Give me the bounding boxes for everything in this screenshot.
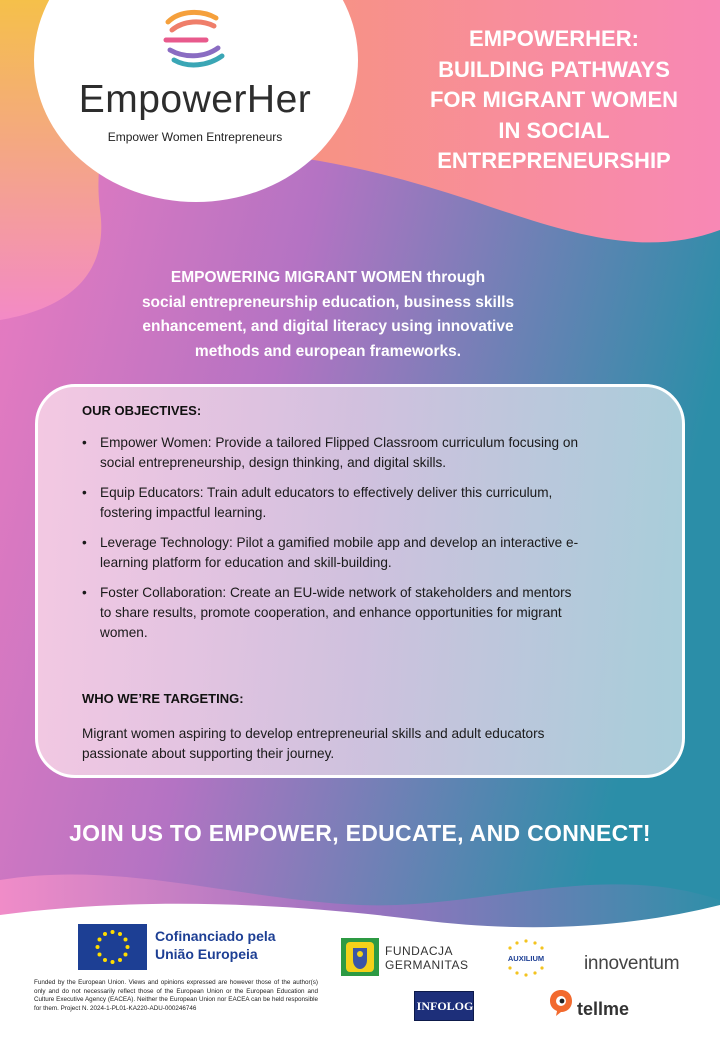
title-line: EMPOWERHER: <box>469 26 639 51</box>
tellme-logo: tellme <box>577 999 630 1019</box>
germanitas-logo <box>385 944 468 972</box>
call-to-action: JOIN US TO EMPOWER, EDUCATE, AND CONNECT! <box>69 820 651 846</box>
objective-item <box>82 583 672 643</box>
intro-statement <box>100 266 556 364</box>
empowerher-logo <box>36 0 354 160</box>
objective-item <box>82 533 672 573</box>
intro-line: EMPOWERING MIGRANT WOMEN through <box>170 269 486 286</box>
infolog-wordmark: INFOLOG <box>416 999 474 1013</box>
empowerher-emblem-icon <box>158 8 232 74</box>
germanitas-line: GERMANITAS <box>385 958 469 972</box>
germanitas-logo-icon <box>341 938 379 976</box>
bullet-icon: • <box>82 535 87 550</box>
objectives-list <box>82 433 672 653</box>
innoventum-logo: innoventum <box>584 953 680 974</box>
auxilium-logo: AUXILIUM <box>507 954 545 963</box>
title-line: IN SOCIAL <box>498 117 610 143</box>
logo-tagline: Empower Women Entrepreneurs <box>107 130 283 144</box>
title-line: ENTREPRENEURSHIP <box>437 148 671 173</box>
eu-funding-label <box>155 927 276 963</box>
info-card <box>35 384 685 778</box>
targeting-line: passionate about supporting their journey. <box>82 746 335 761</box>
objective-line: women. <box>100 625 148 640</box>
targeting-heading: WHO WE’RE TARGETING: <box>82 691 244 706</box>
targeting-line: Migrant women aspiring to develop entrepreneurial skills and adult educators <box>82 726 545 741</box>
germanitas-line: FUNDACJA <box>385 944 454 958</box>
logo-wordmark: EmpowerHer <box>78 78 312 121</box>
eu-flag-icon <box>78 924 147 970</box>
page-title <box>400 24 708 177</box>
intro-line: methods and european frameworks. <box>194 342 462 360</box>
bullet-icon: • <box>82 485 87 500</box>
bullet-icon: • <box>82 585 87 600</box>
objective-line: learning platform for education and skill-building. <box>100 555 392 570</box>
objective-line: Equip Educators: Train adult educators to effectively deliver this curriculum, <box>100 485 553 500</box>
objective-item <box>82 483 672 523</box>
infolog-logo <box>414 991 474 1021</box>
funding-disclaimer: Funded by the European Union. Views and opinions expressed are however those of the author(s) only and do not necessarily reflect those of the European Union or the European Education and Culture Executive Agency (EACEA). Neither the European Union nor EACEA can be held responsible for them. Project N. 2024-1-PL01-KA220-ADU-000246746 <box>34 979 318 1012</box>
objective-line: Empower Women: Provide a tailored Flipped Classroom curriculum focusing on <box>100 435 578 450</box>
tellme-bubble-icon <box>548 988 574 1018</box>
intro-line: social entrepreneurship education, business skills <box>141 293 515 311</box>
eu-label-line: Cofinanciado pela <box>155 928 276 944</box>
bullet-icon: • <box>82 435 87 450</box>
targeting-text <box>82 724 652 764</box>
eu-label-line: União Europeia <box>155 946 258 962</box>
objective-item <box>82 433 672 473</box>
objective-line: social entrepreneurship, design thinking, and digital skills. <box>100 455 447 470</box>
objectives-heading: OUR OBJECTIVES: <box>82 403 202 418</box>
objective-line: Leverage Technology: Pilot a gamified mobile app and develop an interactive e- <box>100 535 579 550</box>
title-line: FOR MIGRANT WOMEN <box>429 87 679 112</box>
intro-line: enhancement, and digital literacy using innovative <box>142 318 514 335</box>
title-line: BUILDING PATHWAYS <box>438 56 670 82</box>
objective-line: fostering impactful learning. <box>100 505 267 520</box>
objective-line: Foster Collaboration: Create an EU-wide network of stakeholders and mentors <box>100 585 572 600</box>
objective-line: to share results, promote cooperation, and enhance opportunities for migrant <box>100 605 562 620</box>
